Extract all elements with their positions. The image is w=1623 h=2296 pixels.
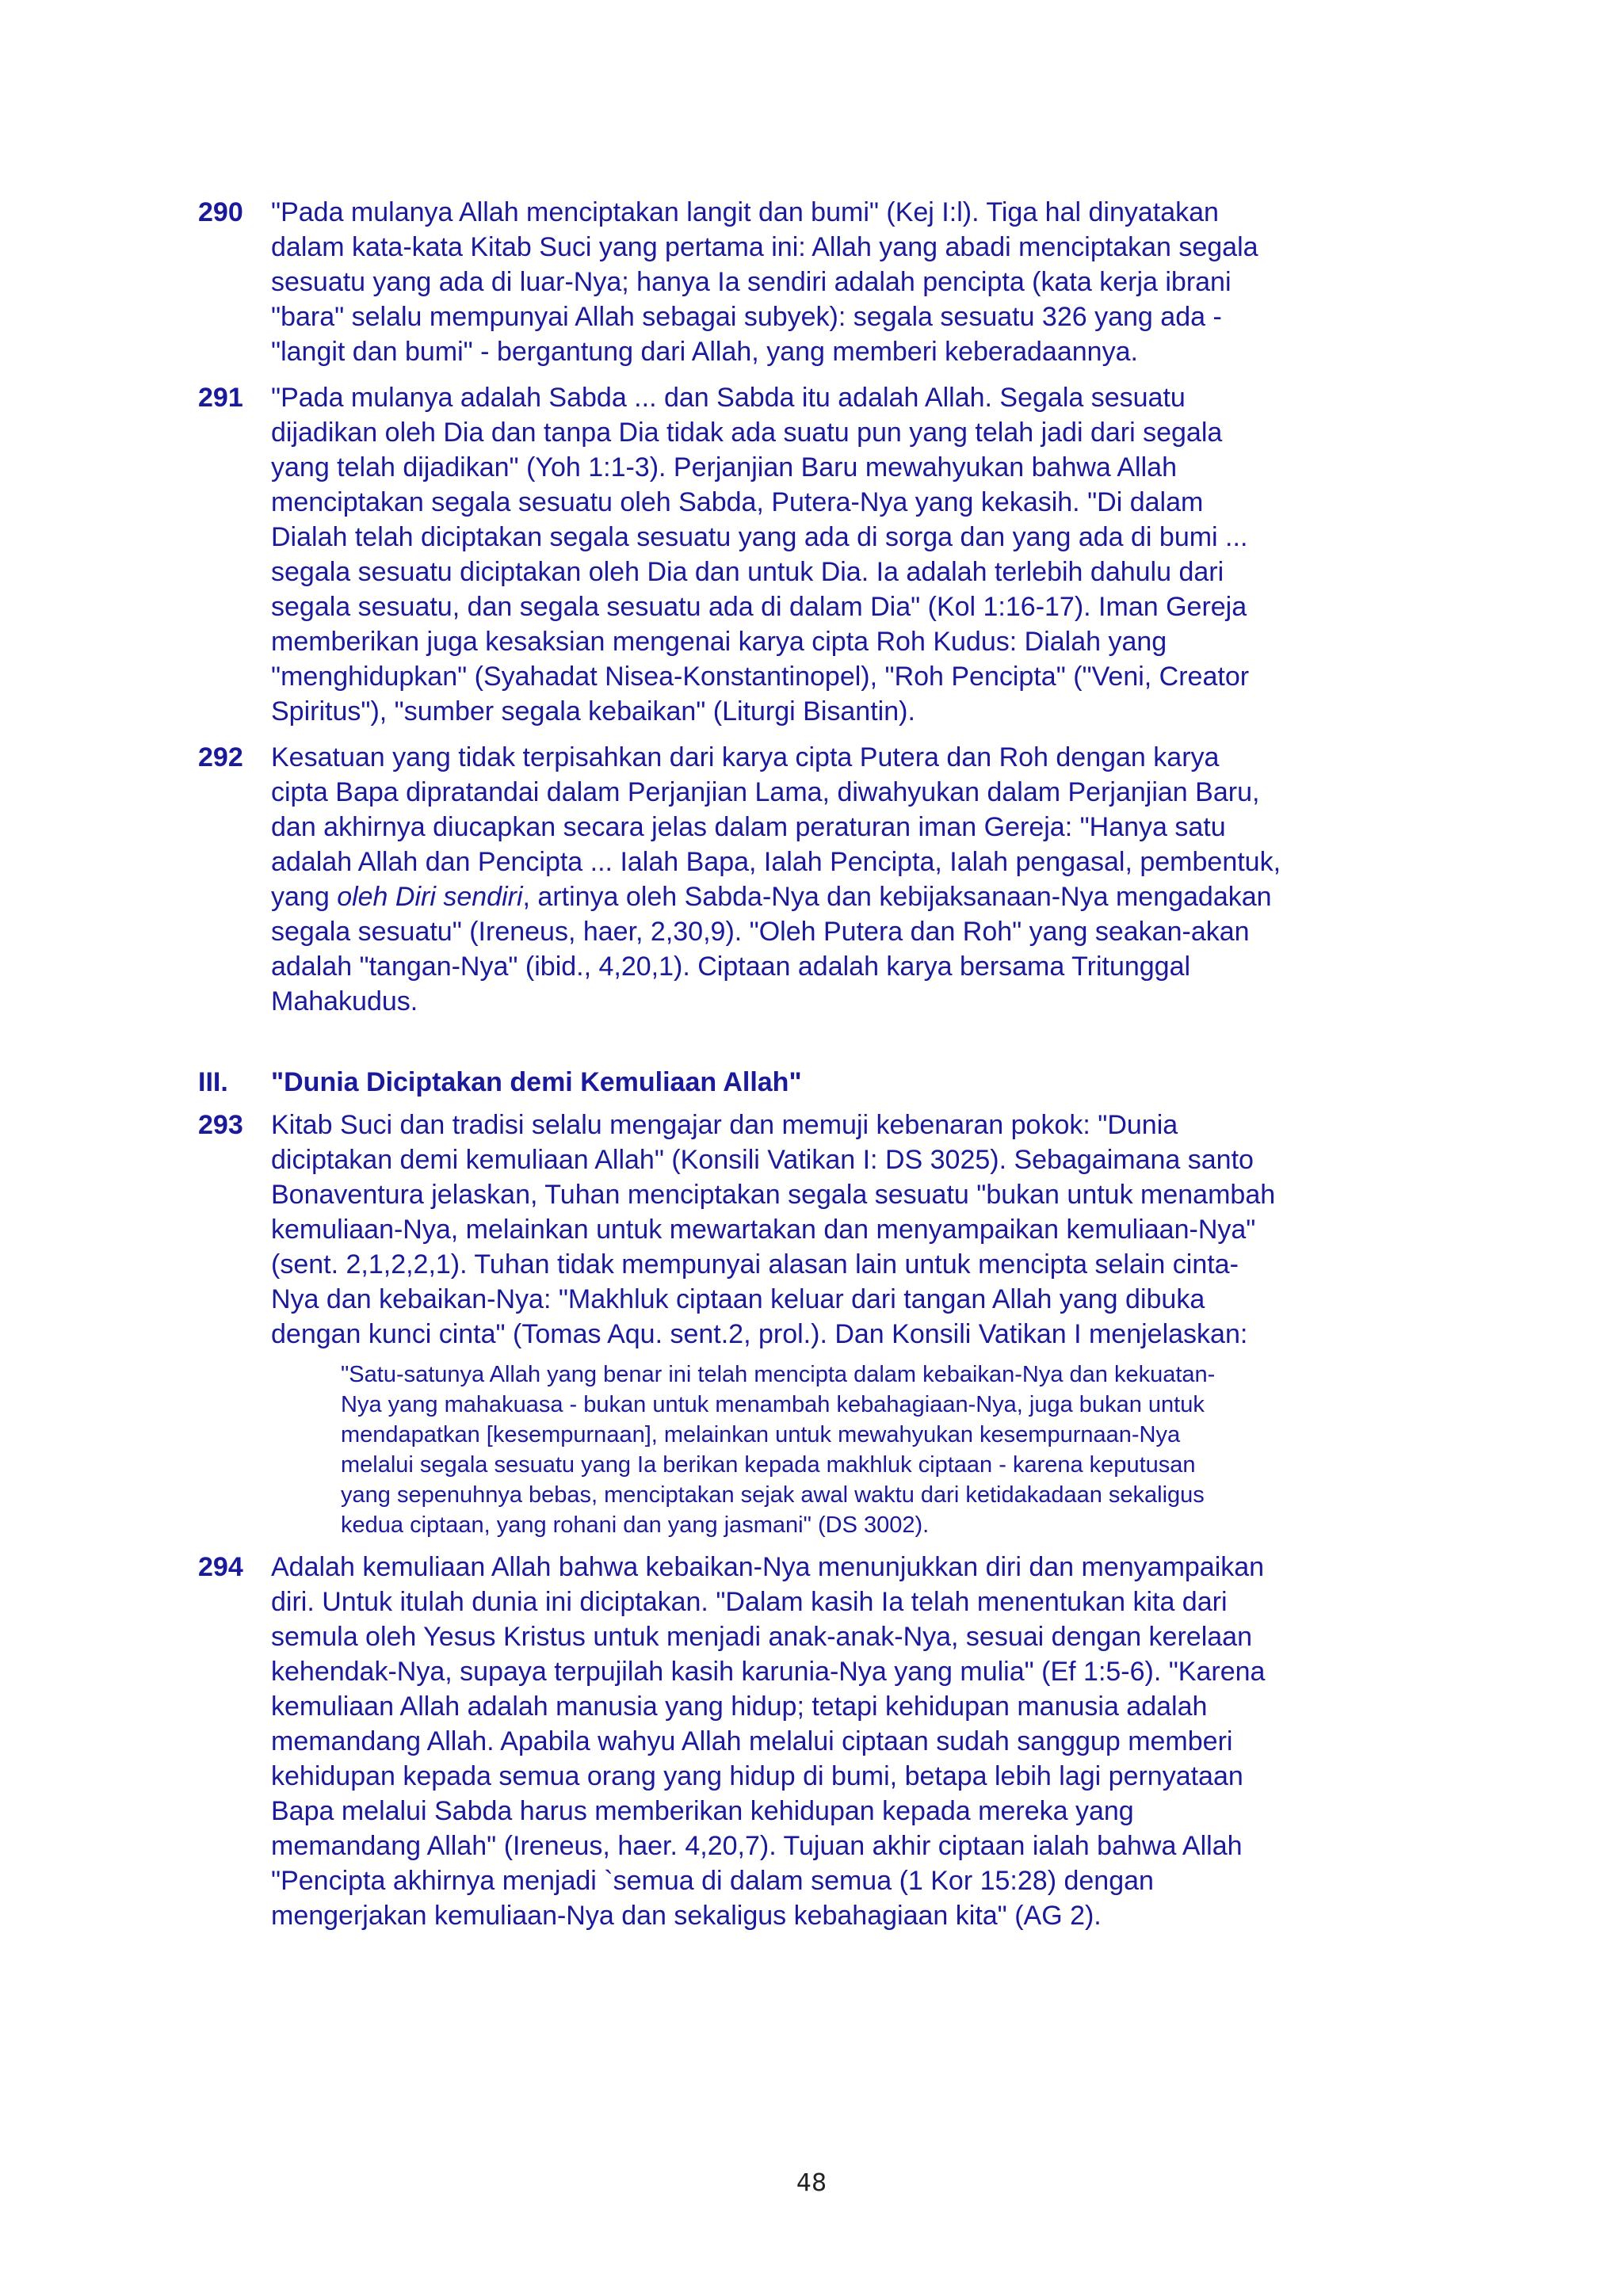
text-segment: Kesatuan yang tidak terpisahkan dari karya cipta Putera dan Roh dengan karya cipta Bapa dipratandai dalam Perjanjian Lama, diwahyukan dalam Perjanjian Baru, dan akhirnya diucapkan secara jelas dalam peraturan iman Gereja: "Hanya satu adalah Allah dan Pencipta ... Ialah Bapa, Ialah Pencipta, Ialah pengasal, pembentuk, yang [271, 742, 1281, 912]
paragraph-text [271, 740, 1403, 1019]
paragraph-text: "Pada mulanya adalah Sabda ... dan Sabda itu adalah Allah. Segala sesuatu dijadikan oleh Dia dan tanpa Dia tidak ada suatu pun yang telah jadi dari segala yang telah dijadikan" (Yoh 1:1-3). Perjanjian Baru mewahyukan bahwa Allah menciptakan segala sesuatu oleh Sabda, Putera-Nya yang kekasih. "Di dalam Dialah telah diciptakan segala sesuatu yang ada di sorga dan yang ada di bumi ... segala sesuatu diciptakan oleh Dia dan untuk Dia. Ia adalah terlebih dahulu dari segala sesuatu, dan segala sesuatu ada di dalam Dia" (Kol 1:16-17). Iman Gereja memberikan juga kesaksian mengenai karya cipta Roh Kudus: Dialah yang "menghidupkan" (Syahadat Nisea-Konstantinopel), "Roh Pencipta" ("Veni, Creator Spiritus"), "sumber segala kebaikan" (Liturgi Bisantin). [271, 383, 1250, 727]
paragraph-number: 294 [198, 1552, 243, 1582]
paragraph-number: 293 [198, 1110, 243, 1140]
paragraph-294 [198, 1550, 1403, 1933]
paragraph-293 [198, 1108, 1403, 1352]
section-title: "Dunia Diciptakan demi Kemuliaan Allah" [271, 1067, 802, 1097]
text-segment: , artinya oleh Sabda-Nya dan kebijaksanaan-Nya mengadakan segala sesuatu" (Ireneus, haer, 2,30,9). "Oleh Putera dan Roh" yang seakan-akan adalah "tangan-Nya" (ibid., 4,20,1). Ciptaan adalah karya bersama Tritunggal Mahakudus. [271, 882, 1272, 1016]
paragraph-292 [198, 740, 1403, 1019]
paragraph-text: Adalah kemuliaan Allah bahwa kebaikan-Nya menunjukkan diri dan menyampaikan diri. Untuk itulah dunia ini diciptakan. "Dalam kasih Ia telah menentukan kita dari semula oleh Yesus Kristus untuk menjadi anak-anak-Nya, sesuai dengan kerelaan kehendak-Nya, supaya terpujilah kasih karunia-Nya yang mulia" (Ef 1:5-6). "Karena kemuliaan Allah adalah manusia yang hidup; tetapi kehidupan manusia adalah memandang Allah. Apabila wahyu Allah melalui ciptaan sudah sanggup memberi kehidupan kepada semua orang yang hidup di bumi, betapa lebih lagi pernyataan Bapa melalui Sabda harus memberikan kehidupan kepada mereka yang memandang Allah" (Ireneus, haer. 4,20,7). Tujuan akhir ciptaan ialah bahwa Allah "Pencipta akhirnya menjadi `semua di dalam semua (1 Kor 15:28) dengan mengerjakan kemuliaan-Nya dan sekaligus kebahagiaan kita" (AG 2). [271, 1552, 1266, 1931]
paragraph-text: Kitab Suci dan tradisi selalu mengajar dan memuji kebenaran pokok: "Dunia diciptakan demi kemuliaan Allah" (Konsili Vatikan I: DS 3025). Sebagaimana santo Bonaventura jelaskan, Tuhan menciptakan segala sesuatu "bukan untuk menambah kemuliaan-Nya, melainkan untuk mewartakan dan menyampaikan kemuliaan-Nya" (sent. 2,1,2,2,1). Tuhan tidak mempunyai alasan lain untuk mencipta selain cinta- Nya dan kebaikan-Nya: "Makhluk ciptaan keluar dari tangan Allah yang dibuka dengan kunci cinta" (Tomas Aqu. sent.2, prol.). Dan Konsili Vatikan I menjelaskan: [271, 1110, 1276, 1349]
paragraph-291 [198, 380, 1403, 729]
block-quote: "Satu-satunya Allah yang benar ini telah mencipta dalam kebaikan-Nya dan kekuatan- Nya yang mahakuasa - bukan untuk menambah kebahagiaan-Nya, juga bukan untuk mendapatkan [kesempurnaan], melainkan untuk mewahyukan kesempurnaan-Nya melalui segala sesuatu yang Ia berikan kepada makhluk ciptaan - karena keputusan yang sepenuhnya bebas, menciptakan sejak awal waktu dari ketidakadaan sekaligus kedua ciptaan, yang rohani dan yang jasmani" (DS 3002). [341, 1362, 1216, 1538]
page-number: 48 [796, 2169, 827, 2197]
document-body [198, 195, 1403, 1933]
paragraph-290 [198, 195, 1403, 369]
section-number: III. [198, 1067, 228, 1097]
section-heading [198, 1065, 1403, 1100]
paragraph-number: 292 [198, 742, 243, 772]
paragraph-text: "Pada mulanya Allah menciptakan langit dan bumi" (Kej I:l). Tiga hal dinyatakan dalam kata-kata Kitab Suci yang pertama ini: Allah yang abadi menciptakan segala sesuatu yang ada di luar-Nya; hanya Ia sendiri adalah pencipta (kata kerja ibrani "bara" selalu mempunyai Allah sebagai subyek): segala sesuatu 326 yang ada - "langit dan bumi" - bergantung dari Allah, yang memberi keberadaannya. [271, 197, 1258, 367]
italic-text-segment: oleh Diri sendiri [337, 882, 523, 912]
paragraph-number: 291 [198, 383, 243, 413]
paragraph-number: 290 [198, 197, 243, 227]
